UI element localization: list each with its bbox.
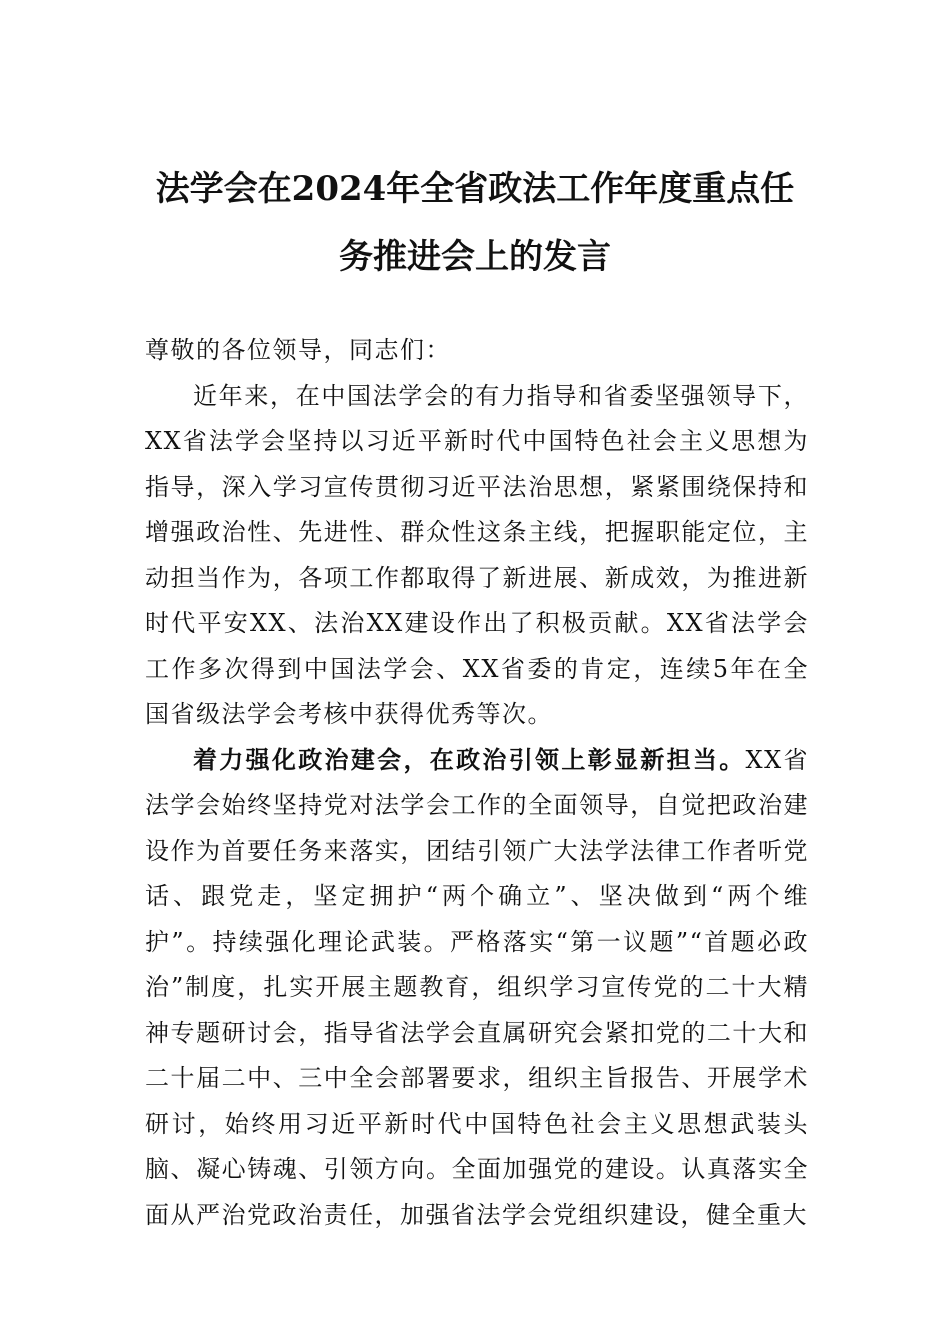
paragraph-political-building: [145, 738, 809, 1239]
paragraph-lead-heading: 着力强化政治建会，在政治引领上彰显新担当。: [193, 745, 746, 774]
salutation: 尊敬的各位领导，同志们：: [145, 336, 451, 364]
document-title: 法学会在2024年全省政法工作年度重点任务推进会上的发言: [155, 169, 795, 277]
paragraph-intro: 近年来，在中国法学会的有力指导和省委坚强领导下，XX省法学会坚持以习近平新时代中国特色社会主义思想为指导，深入学习宣传贯彻习近平法治思想，紧紧围绕保持和增强政治性、先进性、群众性这条主线，把握职能定位，主动担当作为，各项工作都取得了新进展、新成效，为推进新时代平安XX、法治XX建设作出了积极贡献。XX省法学会工作多次得到中国法学会、XX省委的肯定，连续5年在全国省级法学会考核中获得优秀等次。: [145, 381, 809, 728]
document-body: [145, 328, 809, 1238]
paragraph-body-text: XX省法学会始终坚持党对法学会工作的全面领导，自觉把政治建设作为首要任务来落实，团结引领广大法学法律工作者听党话、跟党走，坚定拥护“两个确立”、坚决做到“两个维护”。持续强化理论武装。严格落实“第一议题”“首题必政治”制度，扎实开展主题教育，组织学习宣传党的二十大精神专题研讨会，指导省法学会直属研究会紧扣党的二十大和二十届二中、三中全会部署要求，组织主旨报告、开展学术研讨，始终用习近平新时代中国特色社会主义思想武装头脑、凝心铸魂、引领方向。全面加强党的建设。认真落实全面从严治党政治责任，加强省法学会党组织建设，健全重大: [145, 745, 810, 1229]
